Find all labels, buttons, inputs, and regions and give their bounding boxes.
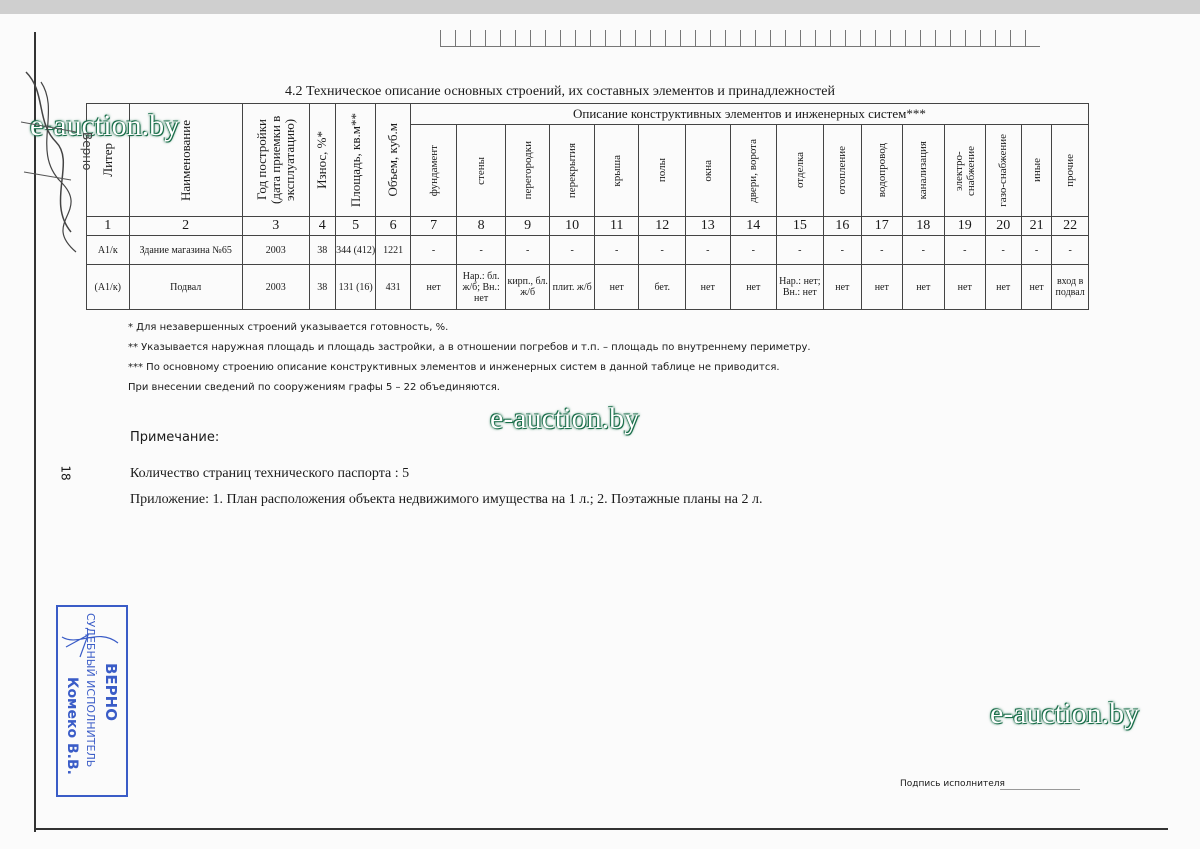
table-cell: нет xyxy=(823,265,861,310)
table-cell: (А1/к) xyxy=(87,265,130,310)
ruler-tick xyxy=(920,30,921,46)
ruler-tick xyxy=(890,30,891,46)
ruler-tick xyxy=(980,30,981,46)
ruler-tick xyxy=(725,30,726,46)
ruler-tick xyxy=(800,30,801,46)
column-header xyxy=(410,125,457,217)
column-header xyxy=(902,125,945,217)
ruler-tick xyxy=(575,30,576,46)
header-liter: Литер xyxy=(99,143,115,177)
header-name: Наименование xyxy=(177,119,193,201)
column-number: 7 xyxy=(410,217,457,236)
bailiff-stamp xyxy=(56,605,128,797)
ruler-tick xyxy=(710,30,711,46)
table-cell: нет xyxy=(410,265,457,310)
table-cell: 2003 xyxy=(242,236,309,265)
handwritten-certification-stamp xyxy=(16,62,94,262)
table-cell: нет xyxy=(686,265,731,310)
column-header xyxy=(1021,125,1051,217)
table-cell: нет xyxy=(945,265,985,310)
ruler-tick xyxy=(620,30,621,46)
ruler-tick xyxy=(770,30,771,46)
ruler-tick xyxy=(560,30,561,46)
stamp-line-role: СУДЕБНЫЙ ИСПОЛНИТЕЛЬ xyxy=(84,613,97,768)
stamp-top-label: Верно xyxy=(80,132,94,171)
ruler-tick xyxy=(905,30,906,46)
table-cell: кирп., бл. ж/б xyxy=(505,265,550,310)
ruler-tick xyxy=(1010,30,1011,46)
table-cell: - xyxy=(505,236,550,265)
table-cell: нет xyxy=(730,265,777,310)
column-header xyxy=(777,125,824,217)
table-cell: - xyxy=(777,236,824,265)
table-cell: 38 xyxy=(309,265,335,310)
column-header-label: водопровод xyxy=(875,143,888,198)
ruler-tick xyxy=(965,30,966,46)
table-cell: нет xyxy=(1021,265,1051,310)
table-cell: - xyxy=(550,236,595,265)
table-cell: бет. xyxy=(639,265,686,310)
table-cell: - xyxy=(639,236,686,265)
footnote: *** По основному строению описание конструктивных элементов и инженерных систем в данной таблице не приводится. xyxy=(128,362,780,373)
ruler-tick xyxy=(785,30,786,46)
ruler-tick xyxy=(860,30,861,46)
column-header-label: перекрытия xyxy=(566,142,579,199)
column-number: 20 xyxy=(985,217,1021,236)
column-header-label: отопление xyxy=(836,146,849,195)
column-number: 22 xyxy=(1052,217,1089,236)
bottom-border-line xyxy=(36,828,1168,830)
column-number: 10 xyxy=(550,217,595,236)
table-cell: - xyxy=(457,236,506,265)
column-number: 9 xyxy=(505,217,550,236)
table-cell: 131 (16) xyxy=(335,265,375,310)
column-header-label: двери, ворота xyxy=(747,138,760,203)
column-number: 17 xyxy=(862,217,902,236)
column-header-label: прочие xyxy=(1064,154,1077,187)
table-cell: 344 (412) xyxy=(335,236,375,265)
column-header xyxy=(457,125,506,217)
column-header xyxy=(730,125,777,217)
column-number: 19 xyxy=(945,217,985,236)
tick-ruler xyxy=(440,30,1040,47)
table-cell: - xyxy=(730,236,777,265)
ruler-tick xyxy=(950,30,951,46)
column-number: 6 xyxy=(376,217,410,236)
table-row xyxy=(87,265,1089,310)
footnotes xyxy=(128,321,811,401)
column-number: 15 xyxy=(777,217,824,236)
column-header xyxy=(862,125,902,217)
table-cell: 431 xyxy=(376,265,410,310)
header-volume: Объем, куб.м xyxy=(385,123,401,197)
table-row xyxy=(87,236,1089,265)
footnote: ** Указывается наружная площадь и площадь застройки, а в отношении погребов и т.п. – площадь по внутреннему периметру. xyxy=(128,342,811,353)
column-header-label: отделка xyxy=(793,152,806,189)
ruler-tick xyxy=(875,30,876,46)
column-number: 14 xyxy=(730,217,777,236)
table-cell: вход в подвал xyxy=(1052,265,1089,310)
column-header-label: иные xyxy=(1030,158,1043,183)
ruler-tick xyxy=(830,30,831,46)
footnote: * Для незавершенных строений указывается готовность, %. xyxy=(128,322,449,333)
ruler-tick xyxy=(995,30,996,46)
column-header xyxy=(945,125,985,217)
ruler-tick xyxy=(470,30,471,46)
stamp-line-name: Комеко В.В. xyxy=(64,677,80,775)
column-header xyxy=(505,125,550,217)
remark-label: Примечание: xyxy=(130,430,220,445)
table-cell: - xyxy=(410,236,457,265)
pages-count: Количество страниц технического паспорта : 5 xyxy=(130,466,410,481)
table-cell: нет xyxy=(594,265,639,310)
column-header-label: фундамент xyxy=(427,144,440,197)
stamp-signature-scribble xyxy=(58,607,126,795)
ruler-tick xyxy=(635,30,636,46)
column-header xyxy=(985,125,1021,217)
column-number: 18 xyxy=(902,217,945,236)
ruler-tick xyxy=(680,30,681,46)
technical-description-table xyxy=(86,103,1089,310)
watermark: e-auction.by xyxy=(990,697,1140,730)
column-number: 3 xyxy=(242,217,309,236)
column-number: 2 xyxy=(129,217,242,236)
ruler-tick xyxy=(605,30,606,46)
column-number: 5 xyxy=(335,217,375,236)
table-cell: нет xyxy=(985,265,1021,310)
column-number: 8 xyxy=(457,217,506,236)
column-header xyxy=(1052,125,1089,217)
ruler-tick xyxy=(695,30,696,46)
table-cell: - xyxy=(594,236,639,265)
column-header xyxy=(550,125,595,217)
header-area: Площадь, кв.м** xyxy=(347,112,363,208)
column-number: 12 xyxy=(639,217,686,236)
column-number: 1 xyxy=(87,217,130,236)
column-number: 13 xyxy=(686,217,731,236)
table-cell: - xyxy=(945,236,985,265)
column-header xyxy=(823,125,861,217)
column-header-label: газо-снабжение xyxy=(997,134,1010,207)
ruler-tick xyxy=(590,30,591,46)
header-year: Год постройки (дата приемки в эксплуатацию) xyxy=(253,115,297,205)
table-cell: плит. ж/б xyxy=(550,265,595,310)
ruler-tick xyxy=(500,30,501,46)
column-number: 11 xyxy=(594,217,639,236)
watermark: e-auction.by xyxy=(490,402,640,435)
footnote: При внесении сведений по сооружениям графы 5 – 22 объединяются. xyxy=(128,382,500,393)
table-cell: - xyxy=(1052,236,1089,265)
column-header-label: электро-снабжение xyxy=(952,145,977,196)
table-cell: А1/к xyxy=(87,236,130,265)
scan-top-band xyxy=(0,0,1200,14)
column-header-label: стены xyxy=(475,156,488,185)
appendix: Приложение: 1. План расположения объекта недвижимого имущества на 1 л.; 2. Поэтажные планы на 2 л. xyxy=(130,492,763,507)
ruler-tick xyxy=(515,30,516,46)
ruler-tick xyxy=(485,30,486,46)
ruler-tick xyxy=(650,30,651,46)
ruler-tick xyxy=(545,30,546,46)
table-cell: Подвал xyxy=(129,265,242,310)
ruler-tick xyxy=(755,30,756,46)
signature-line xyxy=(1000,789,1080,790)
ruler-tick xyxy=(815,30,816,46)
table-cell: - xyxy=(862,236,902,265)
column-header-label: крыша xyxy=(610,154,623,187)
table-cell: - xyxy=(686,236,731,265)
ruler-tick xyxy=(740,30,741,46)
table-cell: Здание магазина №65 xyxy=(129,236,242,265)
stamp-line-verno: ВЕРНО xyxy=(102,663,120,721)
ruler-tick xyxy=(530,30,531,46)
column-number: 4 xyxy=(309,217,335,236)
table-cell: нет xyxy=(902,265,945,310)
table-cell: - xyxy=(823,236,861,265)
header-group: Описание конструктивных элементов и инженерных систем*** xyxy=(410,104,1088,125)
column-header xyxy=(639,125,686,217)
table-cell: 38 xyxy=(309,236,335,265)
ruler-tick xyxy=(665,30,666,46)
ruler-tick xyxy=(440,30,441,46)
section-title: 4.2 Техническое описание основных строений, их составных элементов и принадлежностей xyxy=(285,84,835,99)
column-number: 16 xyxy=(823,217,861,236)
table-cell: 2003 xyxy=(242,265,309,310)
ruler-tick xyxy=(935,30,936,46)
side-page-number: 18 xyxy=(58,465,73,481)
column-number: 21 xyxy=(1021,217,1051,236)
watermark: e-auction.by xyxy=(30,109,180,142)
table-cell: - xyxy=(985,236,1021,265)
signature-label: Подпись исполнителя xyxy=(900,779,1005,789)
column-header-label: полы xyxy=(656,158,669,183)
column-header-label: окна xyxy=(701,159,714,182)
table-cell: - xyxy=(1021,236,1051,265)
table-cell: Нар.: бл. ж/б; Вн.: нет xyxy=(457,265,506,310)
table-cell: - xyxy=(902,236,945,265)
column-header-label: перегородки xyxy=(521,141,534,200)
table-cell: нет xyxy=(862,265,902,310)
ruler-tick xyxy=(455,30,456,46)
header-wear: Износ, %* xyxy=(314,131,330,189)
ruler-tick xyxy=(1025,30,1026,46)
column-header xyxy=(686,125,731,217)
table-cell: 1221 xyxy=(376,236,410,265)
table-cell: Нар.: нет; Вн.: нет xyxy=(777,265,824,310)
ruler-tick xyxy=(845,30,846,46)
column-header-label: канализация xyxy=(917,141,930,200)
column-header xyxy=(594,125,639,217)
